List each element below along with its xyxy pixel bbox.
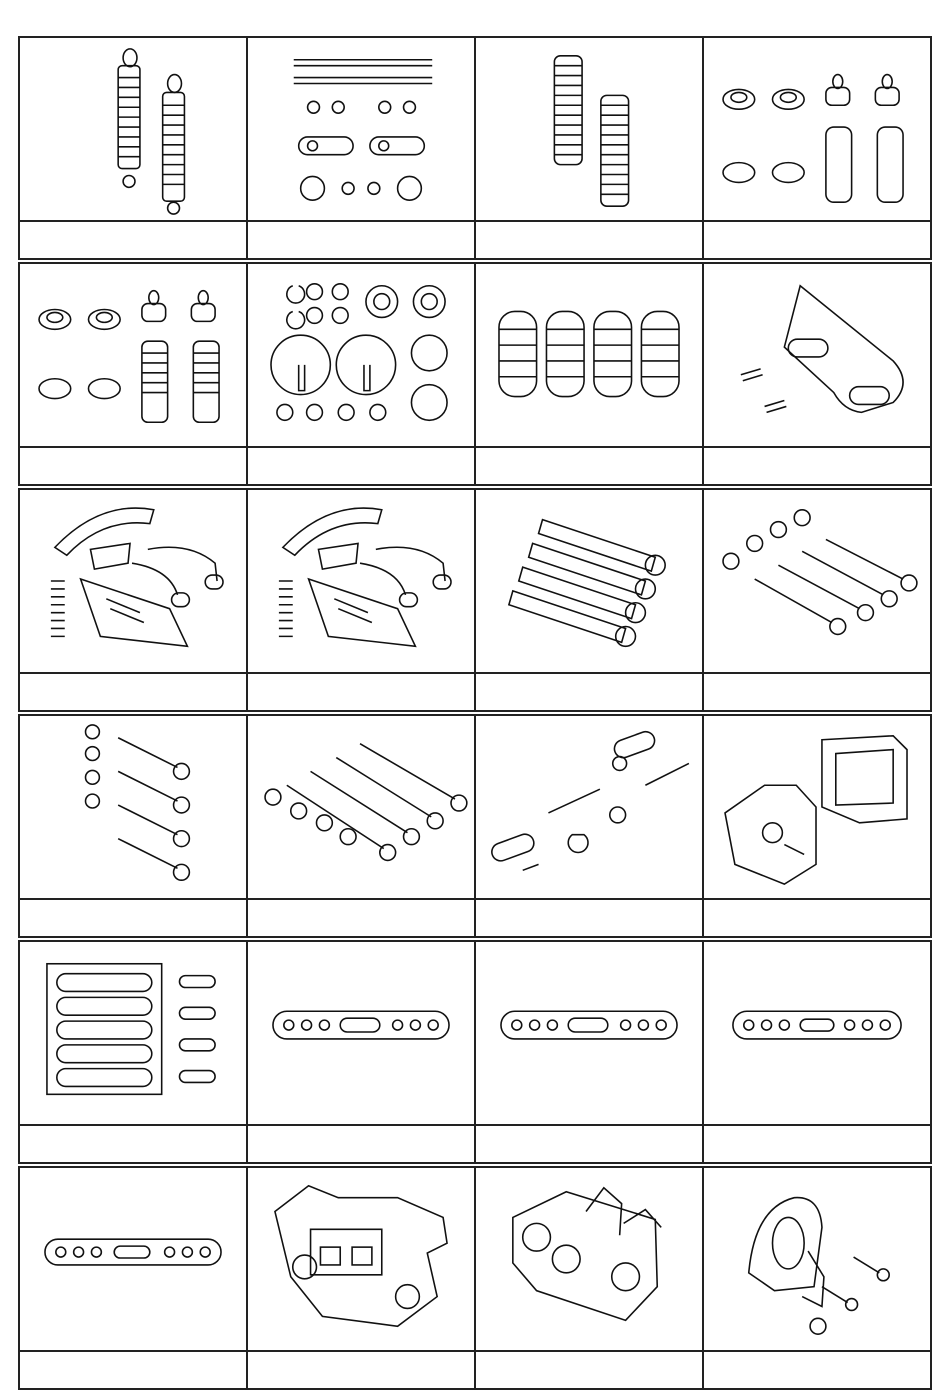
front-bumper-set-alt-icon <box>248 490 476 672</box>
part-caption <box>248 674 476 710</box>
part-caption <box>20 1352 248 1388</box>
part-caption <box>20 900 248 936</box>
part-caption <box>248 448 476 484</box>
rear-bumper-mount-icon <box>704 264 930 446</box>
parts-section-1 <box>18 36 932 260</box>
part-caption <box>20 1126 248 1162</box>
parts-sheet <box>18 36 932 1390</box>
part-caption <box>704 900 930 936</box>
part-caption <box>704 1126 930 1162</box>
part-caption <box>20 448 248 484</box>
front-bumper-set-icon <box>20 490 248 672</box>
part-caption <box>704 222 930 258</box>
parts-section-5 <box>18 940 932 1164</box>
turnbuckle-and-ball-ends-icon <box>476 716 704 898</box>
part-caption <box>704 674 930 710</box>
part-caption <box>704 448 930 484</box>
parts-section-4 <box>18 714 932 938</box>
parts-section-3 <box>18 488 932 712</box>
part-caption <box>248 900 476 936</box>
cap-screws-and-nuts-icon <box>20 716 248 898</box>
part-caption <box>476 1126 704 1162</box>
shock-tower-plate-a-icon <box>248 942 476 1124</box>
gearbox-housing-icon <box>704 716 930 898</box>
part-caption <box>248 222 476 258</box>
parts-section-2 <box>18 262 932 486</box>
shock-tower-plate-c-icon <box>704 942 930 1124</box>
shock-springs-icon <box>476 38 704 220</box>
shock-boots-icon <box>476 264 704 446</box>
part-caption <box>704 1352 930 1388</box>
long-screws-and-nuts-set-icon <box>248 716 476 898</box>
part-caption <box>20 222 248 258</box>
shock-shafts-and-parts-icon <box>248 38 476 220</box>
gear-cover-with-screws-icon <box>704 1168 930 1350</box>
shock-caps-and-bodies-long-icon <box>20 264 248 446</box>
shock-seals-and-o-rings-icon <box>248 264 476 446</box>
part-caption <box>476 674 704 710</box>
part-caption <box>476 900 704 936</box>
shock-caps-and-bodies-icon <box>704 38 930 220</box>
part-caption <box>248 1352 476 1388</box>
shock-tower-plates-sprue-icon <box>20 942 248 1124</box>
part-caption <box>476 1352 704 1388</box>
shock-absorber-pair-icon <box>20 38 248 220</box>
rear-bulkhead-icon <box>476 1168 704 1350</box>
shock-tower-plate-d-icon <box>20 1168 248 1350</box>
long-screws-and-nuts-icon <box>704 490 930 672</box>
parts-section-6 <box>18 1166 932 1390</box>
part-caption <box>20 674 248 710</box>
part-caption <box>476 448 704 484</box>
part-caption <box>476 222 704 258</box>
front-bulkhead-icon <box>248 1168 476 1350</box>
body-post-screws-icon <box>476 490 704 672</box>
shock-tower-plate-b-icon <box>476 942 704 1124</box>
part-caption <box>248 1126 476 1162</box>
